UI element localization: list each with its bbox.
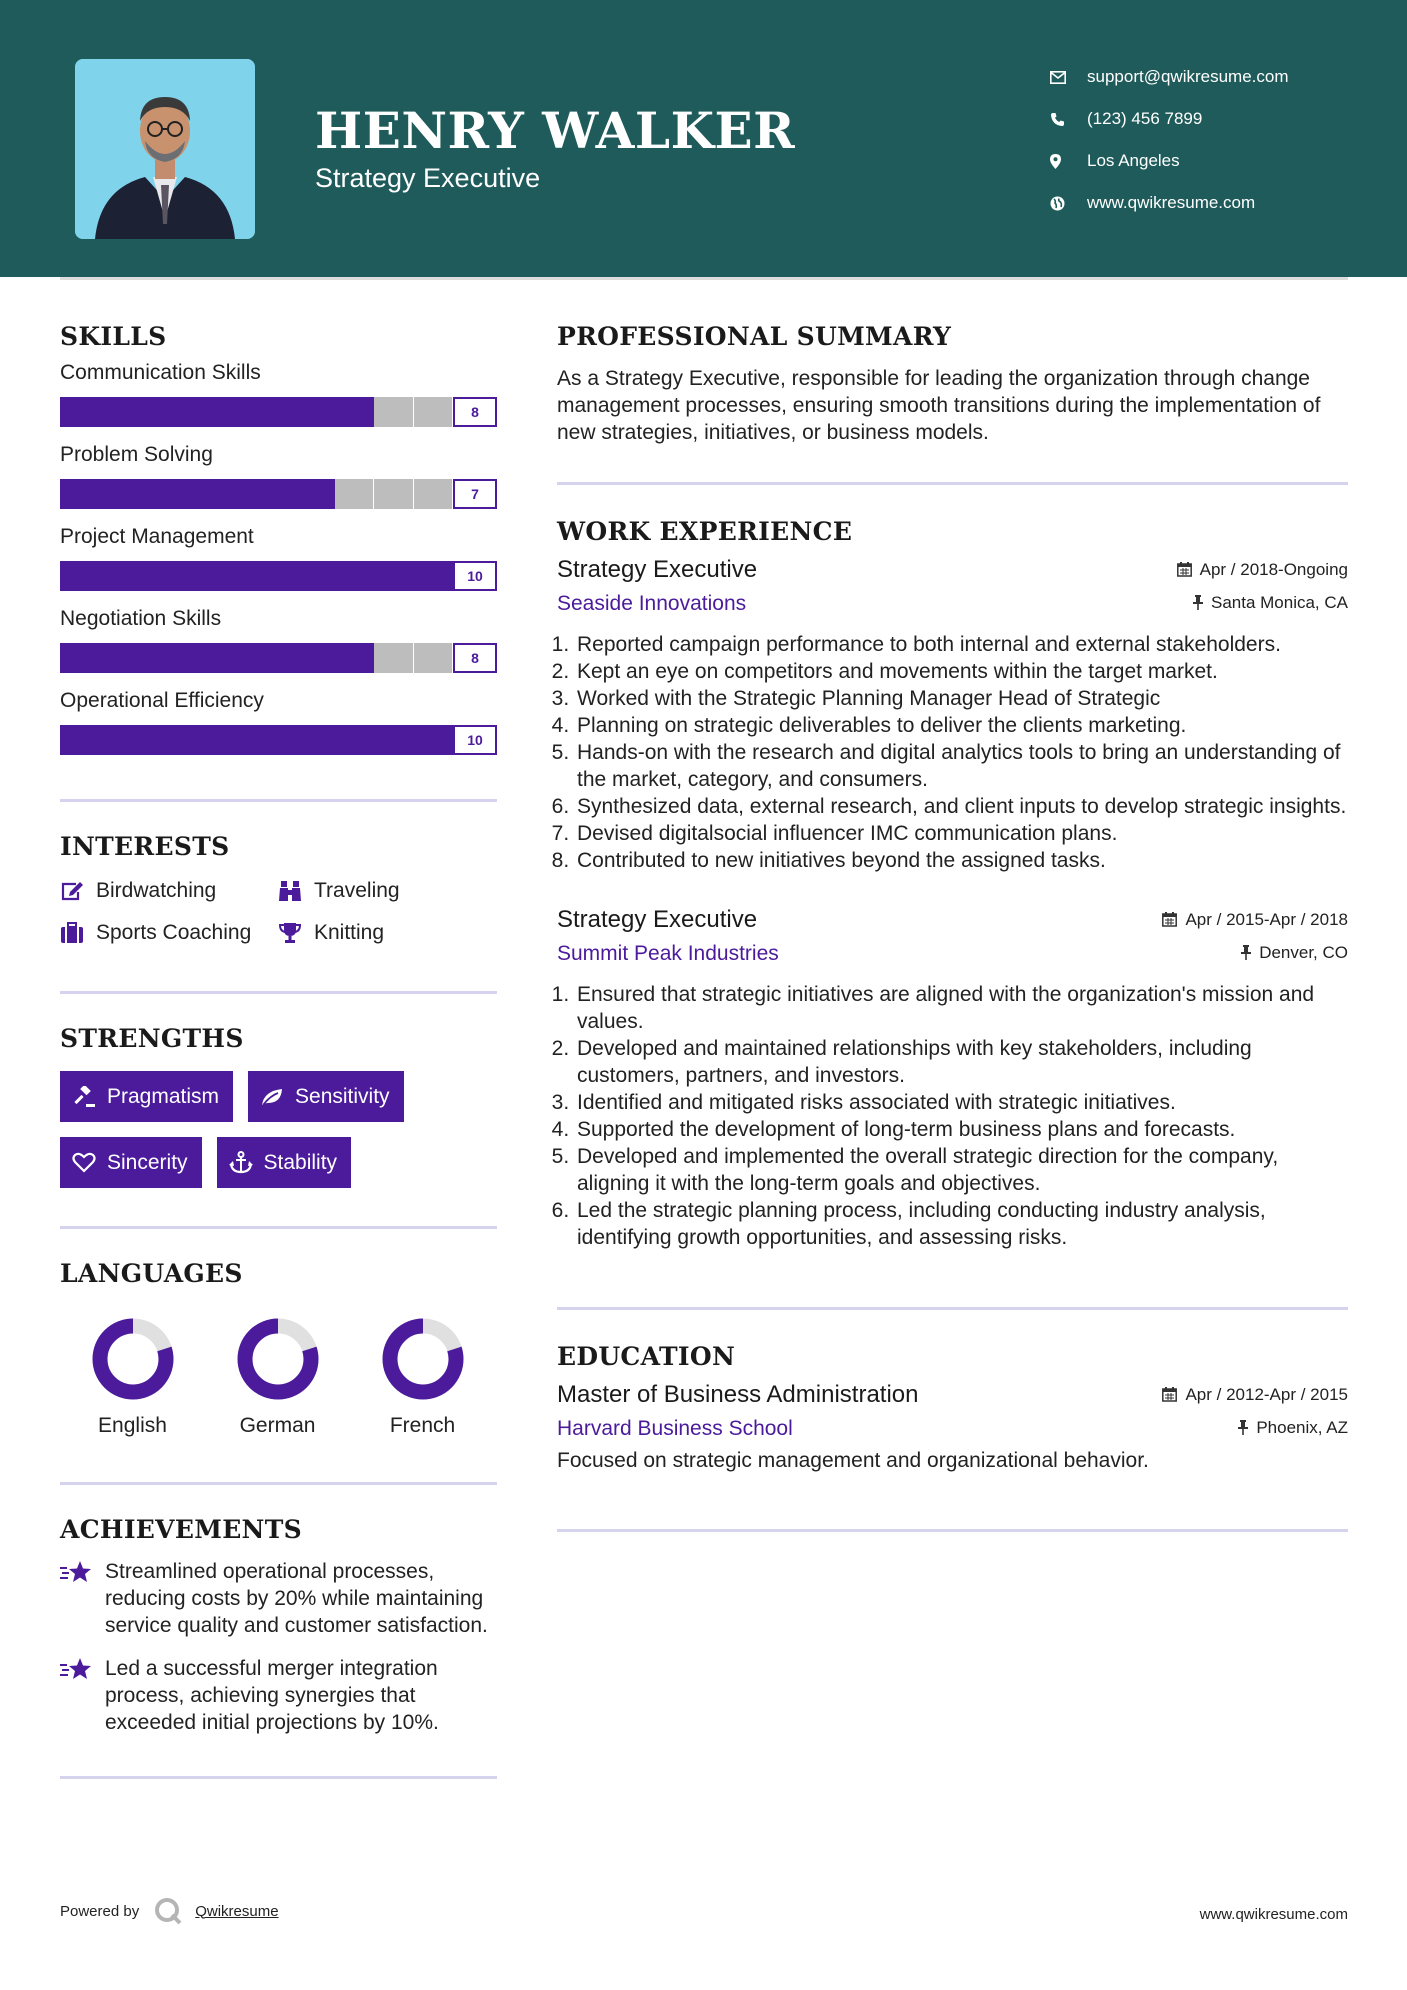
skill-segment-filled <box>139 479 179 509</box>
skill-segment-filled <box>414 561 454 591</box>
achievement-item <box>60 1655 497 1736</box>
achievement-text: Streamlined operational processes, reducing costs by 20% while maintaining service quality and customer satisfaction. <box>105 1560 488 1637</box>
languages-title: LANGUAGES <box>60 1259 243 1288</box>
skill-segment-filled <box>374 561 414 591</box>
skill-segment-filled <box>296 643 336 673</box>
skill-segment-empty <box>414 643 452 673</box>
company-name: Seaside Innovations <box>557 592 747 615</box>
job-date <box>1177 560 1348 580</box>
job-bullet: 6. Led the strategic planning process, including conducting industry analysis, identifying growth opportunities, and assessing risks. <box>575 1197 1348 1251</box>
education-entry <box>557 1381 1348 1473</box>
footer-powered-by <box>60 1896 279 1926</box>
skill-bar <box>60 725 497 755</box>
education-header <box>557 1381 1348 1409</box>
gavel-icon <box>72 1086 107 1108</box>
interest-item <box>60 879 278 903</box>
education-title: EDUCATION <box>557 1342 736 1371</box>
right-column <box>557 322 1348 1532</box>
footer-website[interactable]: www.qwikresume.com <box>1199 1906 1348 1923</box>
profile-photo <box>75 59 255 239</box>
heart-icon <box>72 1152 107 1173</box>
skill-track <box>60 561 497 591</box>
summary-title: PROFESSIONAL SUMMARY <box>557 322 952 351</box>
interests-title: INTERESTS <box>60 832 230 861</box>
skill-segment-empty <box>414 397 452 427</box>
contact-website[interactable] <box>1050 182 1380 224</box>
edit-icon <box>60 881 96 901</box>
skill-track <box>60 643 497 673</box>
calendar-icon <box>1162 912 1177 927</box>
skill-bar <box>60 561 497 591</box>
language-item <box>60 1316 205 1438</box>
job-bullet: 7. Devised digitalsocial influencer IMC communication plans. <box>575 820 1348 847</box>
section-divider <box>60 799 497 802</box>
skill-segment-filled <box>374 725 414 755</box>
skill-segment-filled <box>60 479 100 509</box>
strength-tag <box>60 1071 233 1122</box>
map-marker-icon <box>1050 154 1087 169</box>
qwikresume-logo-icon <box>153 1896 183 1926</box>
skill-segment-filled <box>99 479 139 509</box>
contact-phone-text: (123) 456 7899 <box>1087 109 1203 128</box>
strength-label: Sincerity <box>107 1150 188 1174</box>
star-icon <box>60 1655 105 1736</box>
candidate-role: Strategy Executive <box>315 163 541 193</box>
skill-segment-filled <box>296 397 336 427</box>
skill-segment-filled <box>99 725 139 755</box>
company-name: Summit Peak Industries <box>557 942 779 965</box>
section-divider <box>60 1226 497 1229</box>
strength-tag <box>217 1137 352 1188</box>
section-divider <box>60 1776 497 1779</box>
candidate-name: HENRY WALKER <box>315 101 796 160</box>
summary-text: As a Strategy Executive, responsible for leading the organization through change management processes, ensuring smooth transitions during the implementation of new strategies, initiatives, or business models. <box>557 367 1321 444</box>
binoculars-icon <box>278 880 314 902</box>
skill-segment-empty <box>374 643 412 673</box>
pushpin-icon <box>1238 1420 1248 1435</box>
briefcase-icon <box>60 922 96 944</box>
strength-tag <box>248 1071 404 1122</box>
skill-segment-filled <box>335 725 375 755</box>
skill-segment-empty <box>414 479 452 509</box>
education-date-text: Apr / 2012-Apr / 2015 <box>1185 1384 1348 1404</box>
interests-list <box>60 879 497 945</box>
skill-bar <box>60 479 497 509</box>
skill-segment-empty <box>374 397 412 427</box>
skill-segment-filled <box>217 725 257 755</box>
skill-segment-filled <box>335 643 375 673</box>
achievement-text: Led a successful merger integration process, achieving synergies that exceeded initial projections by 10%. <box>105 1657 439 1734</box>
job-bullet: 2. Kept an eye on competitors and movements within the target market. <box>575 658 1348 685</box>
interest-label: Knitting <box>314 921 385 944</box>
interest-item <box>278 921 497 945</box>
skill-track <box>60 725 497 755</box>
skills-title: SKILLS <box>60 322 167 351</box>
skill-segment-filled <box>60 561 100 591</box>
job-bullet: 8. Contributed to new initiatives beyond the assigned tasks. <box>575 847 1348 874</box>
job-location-text: Denver, CO <box>1259 942 1348 962</box>
achievements-title: ACHIEVEMENTS <box>60 1515 302 1544</box>
job-bullet: 4. Planning on strategic deliverables to deliver the clients marketing. <box>575 712 1348 739</box>
skill-score-badge: 8 <box>453 397 497 427</box>
language-label: English <box>98 1414 167 1437</box>
job-bullets <box>575 631 1348 874</box>
skill-name: Operational Efficiency <box>60 689 264 712</box>
section-divider <box>60 991 497 994</box>
skill-segment-filled <box>178 479 218 509</box>
skill-segment-filled <box>257 561 297 591</box>
skill-item <box>60 361 497 427</box>
interest-item <box>278 879 497 903</box>
skill-segment-filled <box>296 479 336 509</box>
pushpin-icon <box>1193 595 1203 610</box>
job-bullet: 5. Hands-on with the research and digital analytics tools to bring an understanding of the market, category, and consumers. <box>575 739 1348 793</box>
skill-segment-filled <box>60 643 100 673</box>
section-divider <box>557 1307 1348 1310</box>
languages-list <box>60 1316 497 1438</box>
job-location <box>1241 943 1348 963</box>
envelope-icon <box>1050 71 1087 84</box>
job-location <box>1193 593 1348 613</box>
contact-email-text: support@qwikresume.com <box>1087 67 1289 86</box>
education-subheader <box>557 1417 1348 1441</box>
education-description: Focused on strategic management and organizational behavior. <box>557 1449 1149 1472</box>
strength-label: Sensitivity <box>295 1084 390 1108</box>
language-label: French <box>389 1414 456 1437</box>
experience-title: WORK EXPERIENCE <box>557 517 853 546</box>
interest-item <box>60 921 278 945</box>
skill-segment-filled <box>217 561 257 591</box>
contact-list <box>1050 56 1380 224</box>
achievement-item <box>60 1558 497 1639</box>
skill-score-badge: 10 <box>453 561 497 591</box>
section-divider <box>60 1482 497 1485</box>
skill-segment-filled <box>217 643 257 673</box>
job-title: Strategy Executive <box>557 556 758 583</box>
skill-segment-filled <box>257 643 297 673</box>
skill-segment-filled <box>296 561 336 591</box>
language-label: German <box>239 1414 316 1437</box>
job-bullet: 4. Supported the development of long-term business plans and forecasts. <box>575 1116 1348 1143</box>
contact-phone[interactable] <box>1050 98 1380 140</box>
skill-segment-filled <box>217 397 257 427</box>
skill-item <box>60 525 497 591</box>
skill-segment-filled <box>178 397 218 427</box>
job-bullet: 5. Developed and implemented the overall strategic direction for the company, aligning it with the long-term goals and objectives. <box>575 1143 1348 1197</box>
section-divider <box>557 482 1348 485</box>
skill-segment-empty <box>335 479 373 509</box>
skill-bar <box>60 643 497 673</box>
strengths-title: STRENGTHS <box>60 1024 244 1053</box>
language-item <box>350 1316 495 1438</box>
skill-segment-filled <box>139 397 179 427</box>
skill-segment-filled <box>60 725 100 755</box>
skill-score-badge: 7 <box>453 479 497 509</box>
skill-item <box>60 689 497 755</box>
job-bullet: 1. Ensured that strategic initiatives are aligned with the organization's mission and values. <box>575 981 1348 1035</box>
education-date <box>1162 1385 1348 1405</box>
anchor-icon <box>229 1151 264 1174</box>
header-divider <box>60 277 1348 280</box>
phone-icon <box>1050 112 1087 127</box>
job-bullets <box>575 981 1348 1251</box>
skill-segment-filled <box>257 479 297 509</box>
skill-segment-filled <box>99 397 139 427</box>
job-date <box>1162 910 1348 930</box>
degree-name: Master of Business Administration <box>557 1381 919 1408</box>
skill-segment-filled <box>335 397 375 427</box>
job-bullet: 2. Developed and maintained relationships with key stakeholders, including customers, partners, and investors. <box>575 1035 1348 1089</box>
achievements-list <box>60 1558 497 1736</box>
skill-name: Communication Skills <box>60 361 261 384</box>
language-donut <box>380 1316 466 1402</box>
skill-segment-filled <box>296 725 336 755</box>
job-title: Strategy Executive <box>557 906 758 933</box>
strength-label: Stability <box>263 1150 338 1174</box>
education-location <box>1238 1418 1348 1438</box>
skill-segment-filled <box>217 479 257 509</box>
skill-bar <box>60 397 497 427</box>
strength-label: Pragmatism <box>107 1084 220 1108</box>
skill-item <box>60 443 497 509</box>
skill-item <box>60 607 497 673</box>
interest-label: Traveling <box>314 879 400 902</box>
job-location-text: Santa Monica, CA <box>1210 592 1348 612</box>
job-bullet: 1. Reported campaign performance to both internal and external stakeholders. <box>575 631 1348 658</box>
language-donut <box>90 1316 176 1402</box>
job-header <box>557 906 1348 934</box>
skill-segment-filled <box>139 643 179 673</box>
education-location-text: Phoenix, AZ <box>1256 1417 1348 1437</box>
skill-segment-filled <box>99 643 139 673</box>
skill-segment-filled <box>139 561 179 591</box>
school-name: Harvard Business School <box>557 1417 793 1440</box>
job-header <box>557 556 1348 584</box>
strength-tag <box>60 1137 202 1188</box>
skill-segment-filled <box>178 643 218 673</box>
skill-segment-filled <box>414 725 454 755</box>
calendar-icon <box>1177 562 1192 577</box>
interest-label: Birdwatching <box>96 879 217 902</box>
job-date-text: Apr / 2015-Apr / 2018 <box>1185 909 1348 929</box>
job-bullet: 3. Worked with the Strategic Planning Manager Head of Strategic <box>575 685 1348 712</box>
skill-segment-filled <box>335 561 375 591</box>
pushpin-icon <box>1241 945 1251 960</box>
skill-segment-filled <box>60 397 100 427</box>
skill-track <box>60 397 497 427</box>
language-donut <box>235 1316 321 1402</box>
leaf-icon <box>260 1087 295 1107</box>
section-divider <box>557 1529 1348 1532</box>
left-column <box>60 322 497 1779</box>
footer-brand-link[interactable]: Qwikresume <box>195 1902 279 1920</box>
globe-icon <box>1050 196 1087 211</box>
powered-by-text: Powered by <box>60 1902 140 1920</box>
job-subheader <box>557 592 1348 616</box>
star-icon <box>60 1558 105 1639</box>
skill-segment-filled <box>139 725 179 755</box>
skill-name: Project Management <box>60 525 254 548</box>
job-bullet: 3. Identified and mitigated risks associated with strategic initiatives. <box>575 1089 1348 1116</box>
job-entry <box>557 906 1348 1251</box>
skill-segment-filled <box>99 561 139 591</box>
interest-label: Sports Coaching <box>96 921 252 944</box>
skill-score-badge: 10 <box>453 725 497 755</box>
skill-name: Problem Solving <box>60 443 213 466</box>
skill-segment-filled <box>178 725 218 755</box>
calendar-icon <box>1162 1387 1177 1402</box>
contact-location-text: Los Angeles <box>1087 151 1180 170</box>
contact-location <box>1050 140 1380 182</box>
resume-header <box>0 0 1407 277</box>
contact-email[interactable] <box>1050 56 1380 98</box>
language-item <box>205 1316 350 1438</box>
skill-score-badge: 8 <box>453 643 497 673</box>
skills-list <box>60 361 497 755</box>
contact-website-text: www.qwikresume.com <box>1087 193 1256 212</box>
skill-segment-filled <box>257 397 297 427</box>
job-bullet: 6. Synthesized data, external research, and client inputs to develop strategic insights. <box>575 793 1348 820</box>
trophy-icon <box>278 922 314 944</box>
strengths-list <box>60 1071 497 1188</box>
job-subheader <box>557 942 1348 966</box>
skill-track <box>60 479 497 509</box>
job-entry <box>557 556 1348 874</box>
skill-segment-filled <box>257 725 297 755</box>
skill-segment-filled <box>178 561 218 591</box>
job-date-text: Apr / 2018-Ongoing <box>1199 559 1348 579</box>
skill-segment-empty <box>374 479 412 509</box>
skill-name: Negotiation Skills <box>60 607 222 630</box>
